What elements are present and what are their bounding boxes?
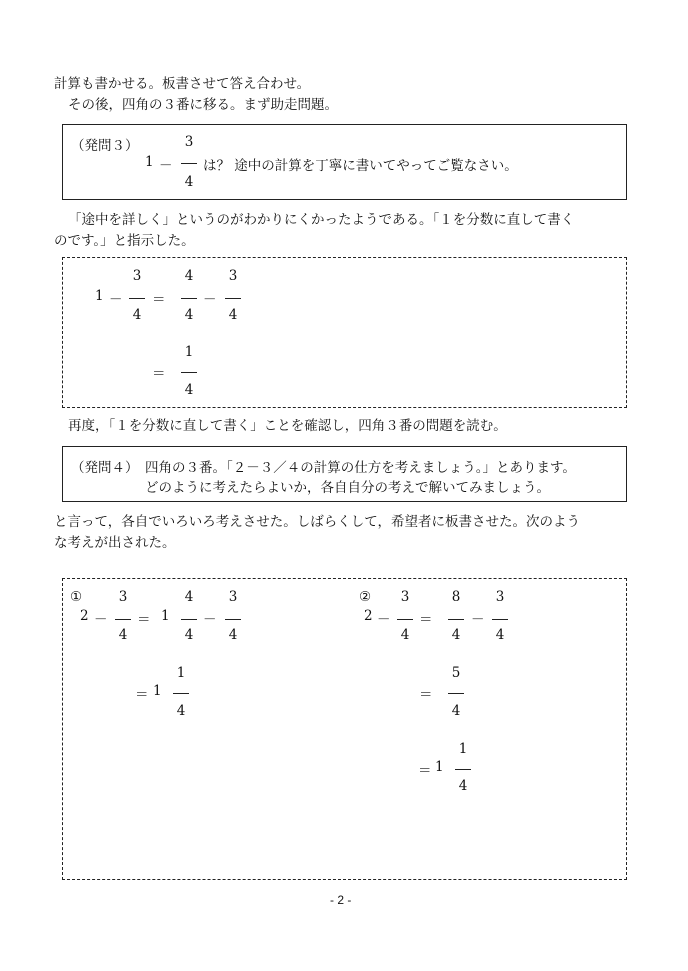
paragraph-3-line-1: 「途中を詳しく」というのがわかりにくかったようである。「１を分数に直して書く <box>68 212 575 228</box>
m1-n2: 4 <box>184 589 194 605</box>
b1-n1: 3 <box>132 268 142 284</box>
b1-minus2: － <box>203 292 217 308</box>
b1-d3: 4 <box>228 307 238 323</box>
m2-row3-bar <box>455 769 471 770</box>
m2-row3-d: 4 <box>458 778 468 794</box>
b1-bar3 <box>225 298 241 299</box>
m2-row2-n: 5 <box>451 665 461 681</box>
m2-n2: 8 <box>451 589 461 605</box>
b1-minus: － <box>109 292 123 308</box>
b1-bar2 <box>181 298 197 299</box>
page-number: - 2 - <box>330 893 352 907</box>
q3-denominator: 4 <box>184 174 194 190</box>
m1-row2-bar <box>173 693 189 694</box>
m1-whole: 2 <box>80 608 89 624</box>
question-3-text: は？ 途中の計算を丁寧に書いてやってご覧なさい。 <box>203 158 518 174</box>
b1-row2-eq: ＝ <box>152 366 166 382</box>
m2-bar2 <box>448 619 464 620</box>
calculation-box-1 <box>62 257 627 408</box>
m2-d3: 4 <box>495 627 505 643</box>
m2-row2-d: 4 <box>451 703 461 719</box>
b1-whole: 1 <box>95 288 104 304</box>
m2-row2-bar <box>448 693 464 694</box>
b1-n3: 3 <box>228 268 238 284</box>
m2-d2: 4 <box>451 627 461 643</box>
question-4-line-2: どのように考えたらよいか，各自自分の考えで解いてみましょう。 <box>145 480 550 496</box>
m2-n1: 3 <box>400 589 410 605</box>
m2-bar3 <box>492 619 508 620</box>
m2-whole: 2 <box>364 608 373 624</box>
m2-minus2: － <box>471 612 485 628</box>
question-4-line-1: 四角の３番。「２－３／４の計算の仕方を考えましょう。」とあります。 <box>145 460 576 476</box>
b1-row2-bar <box>181 372 197 373</box>
question-4-label: （発問４） <box>71 460 139 476</box>
method-1-marker: ① <box>70 589 83 605</box>
m1-eq: ＝ <box>137 612 151 628</box>
question-3-label: （発問３） <box>71 138 139 154</box>
m2-minus: － <box>377 612 391 628</box>
m2-bar1 <box>397 619 413 620</box>
q3-fraction-bar <box>181 163 197 164</box>
q3-minus: － <box>159 158 173 174</box>
b1-eq: ＝ <box>152 292 166 308</box>
paragraph-3-line-2: のです。」と指示した。 <box>54 233 195 249</box>
m2-n3: 3 <box>495 589 505 605</box>
b1-d2: 4 <box>184 307 194 323</box>
m2-row3-n: 1 <box>458 741 468 757</box>
paragraph-2: その後，四角の３番に移る。まず助走問題。 <box>68 97 338 113</box>
b1-n2: 4 <box>184 268 194 284</box>
q3-whole: 1 <box>145 154 154 170</box>
m1-bar2 <box>181 619 197 620</box>
m1-bar1 <box>115 619 131 620</box>
paragraph-5-line-2: な考えが出された。 <box>54 535 176 551</box>
b1-row2-d: 4 <box>184 382 194 398</box>
m2-row2-eq: ＝ <box>419 687 433 703</box>
m1-n3: 3 <box>228 589 238 605</box>
b1-bar1 <box>129 298 145 299</box>
question-4-box <box>62 446 627 502</box>
b1-row2-n: 1 <box>184 344 194 360</box>
m2-row3-eq: ＝ <box>418 763 432 779</box>
q3-numerator: 3 <box>184 134 194 150</box>
b1-d1: 4 <box>132 307 142 323</box>
m2-d1: 4 <box>400 627 410 643</box>
paragraph-1: 計算も書かせる。板書させて答え合わせ。 <box>54 76 311 92</box>
m1-row2-whole: 1 <box>153 683 162 699</box>
paragraph-4: 再度，「１を分数に直して書く」ことを確認し，四角３番の問題を読む。 <box>68 418 507 434</box>
m1-minus2: － <box>203 612 217 628</box>
m1-bar3 <box>225 619 241 620</box>
calculation-box-2 <box>62 578 627 880</box>
m1-whole2: 1 <box>161 608 170 624</box>
m1-d3: 4 <box>228 627 238 643</box>
m1-d1: 4 <box>118 627 128 643</box>
m1-minus: － <box>94 612 108 628</box>
method-2-marker: ② <box>359 589 372 605</box>
m2-eq: ＝ <box>419 612 433 628</box>
m1-row2-eq: ＝ <box>135 687 149 703</box>
m1-row2-d: 4 <box>176 703 186 719</box>
m1-d2: 4 <box>184 627 194 643</box>
m2-row3-whole: 1 <box>435 759 444 775</box>
m1-n1: 3 <box>118 589 128 605</box>
paragraph-5-line-1: と言って，各自でいろいろ考えさせた。しばらくして，希望者に板書させた。次のよう <box>54 514 580 530</box>
m1-row2-n: 1 <box>176 665 186 681</box>
question-3-box <box>62 124 627 200</box>
